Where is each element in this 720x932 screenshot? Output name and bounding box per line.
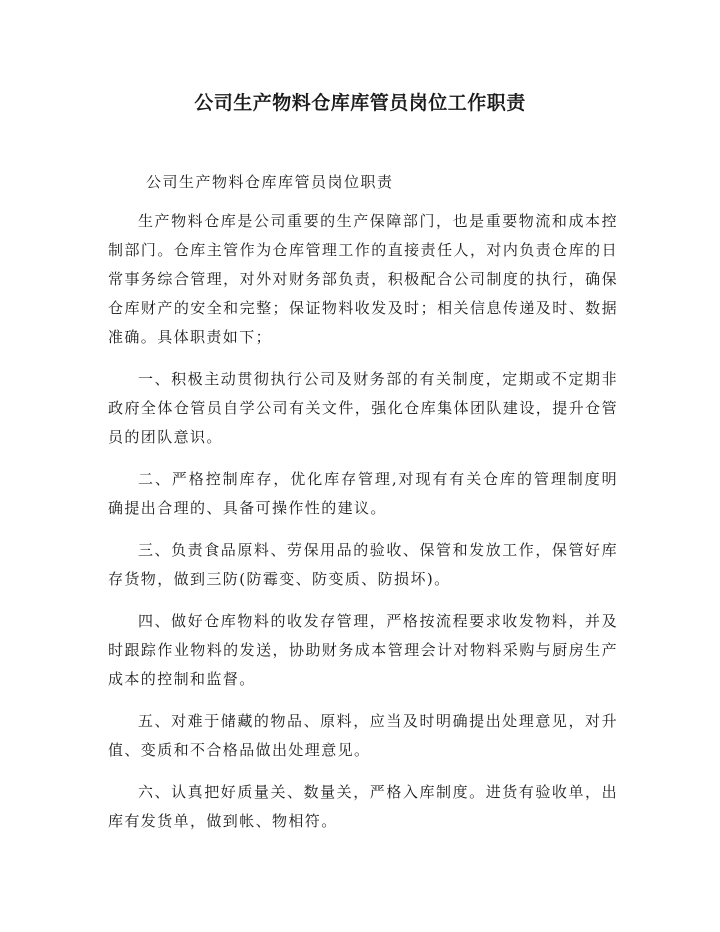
duty-paragraph-3: 三、负责食品原料、劳保用品的验收、保管和发放工作，保管好库存货物，做到三防(防霉变、防变质、防损坏)。 [108,541,618,588]
document-title: 公司生产物料仓库库管员岗位工作职责 [194,92,526,114]
document-subtitle: 公司生产物料仓库库管员岗位职责 [146,173,394,191]
duty-paragraph-6: 六、认真把好质量关、数量关，严格入库制度。进货有验收单，出库有发货单，做到帐、物相符。 [108,783,618,830]
intro-paragraph: 生产物料仓库是公司重要的生产保障部门，也是重要物流和成本控制部门。仓库主管作为仓库管理工作的直接责任人，对内负责仓库的日常事务综合管理，对外对财务部负责，积极配合公司制度的执行，确保仓库财产的安全和完整；保证物料收发及时；相关信息传递及时、数据准确。具体职责如下； [108,212,618,346]
duty-paragraph-5: 五、对难于储藏的物品、原料，应当及时明确提出处理意见，对升值、变质和不合格品做出处理意见。 [108,712,618,759]
document-body [108,207,618,849]
duty-paragraph-1: 一、积极主动贯彻执行公司及财务部的有关制度，定期或不定期非政府全体仓管员自学公司有关文件，强化仓库集体团队建设，提升仓管员的团队意识。 [108,370,618,446]
duty-paragraph-4: 四、做好仓库物料的收发存管理，严格按流程要求收发物料，并及时跟踪作业物料的发送，协助财务成本管理会计对物料采购与厨房生产成本的控制和监督。 [108,612,618,688]
duty-paragraph-2: 二、严格控制库存，优化库存管理,对现有有关仓库的管理制度明确提出合理的、具备可操作性的建议。 [108,470,618,517]
